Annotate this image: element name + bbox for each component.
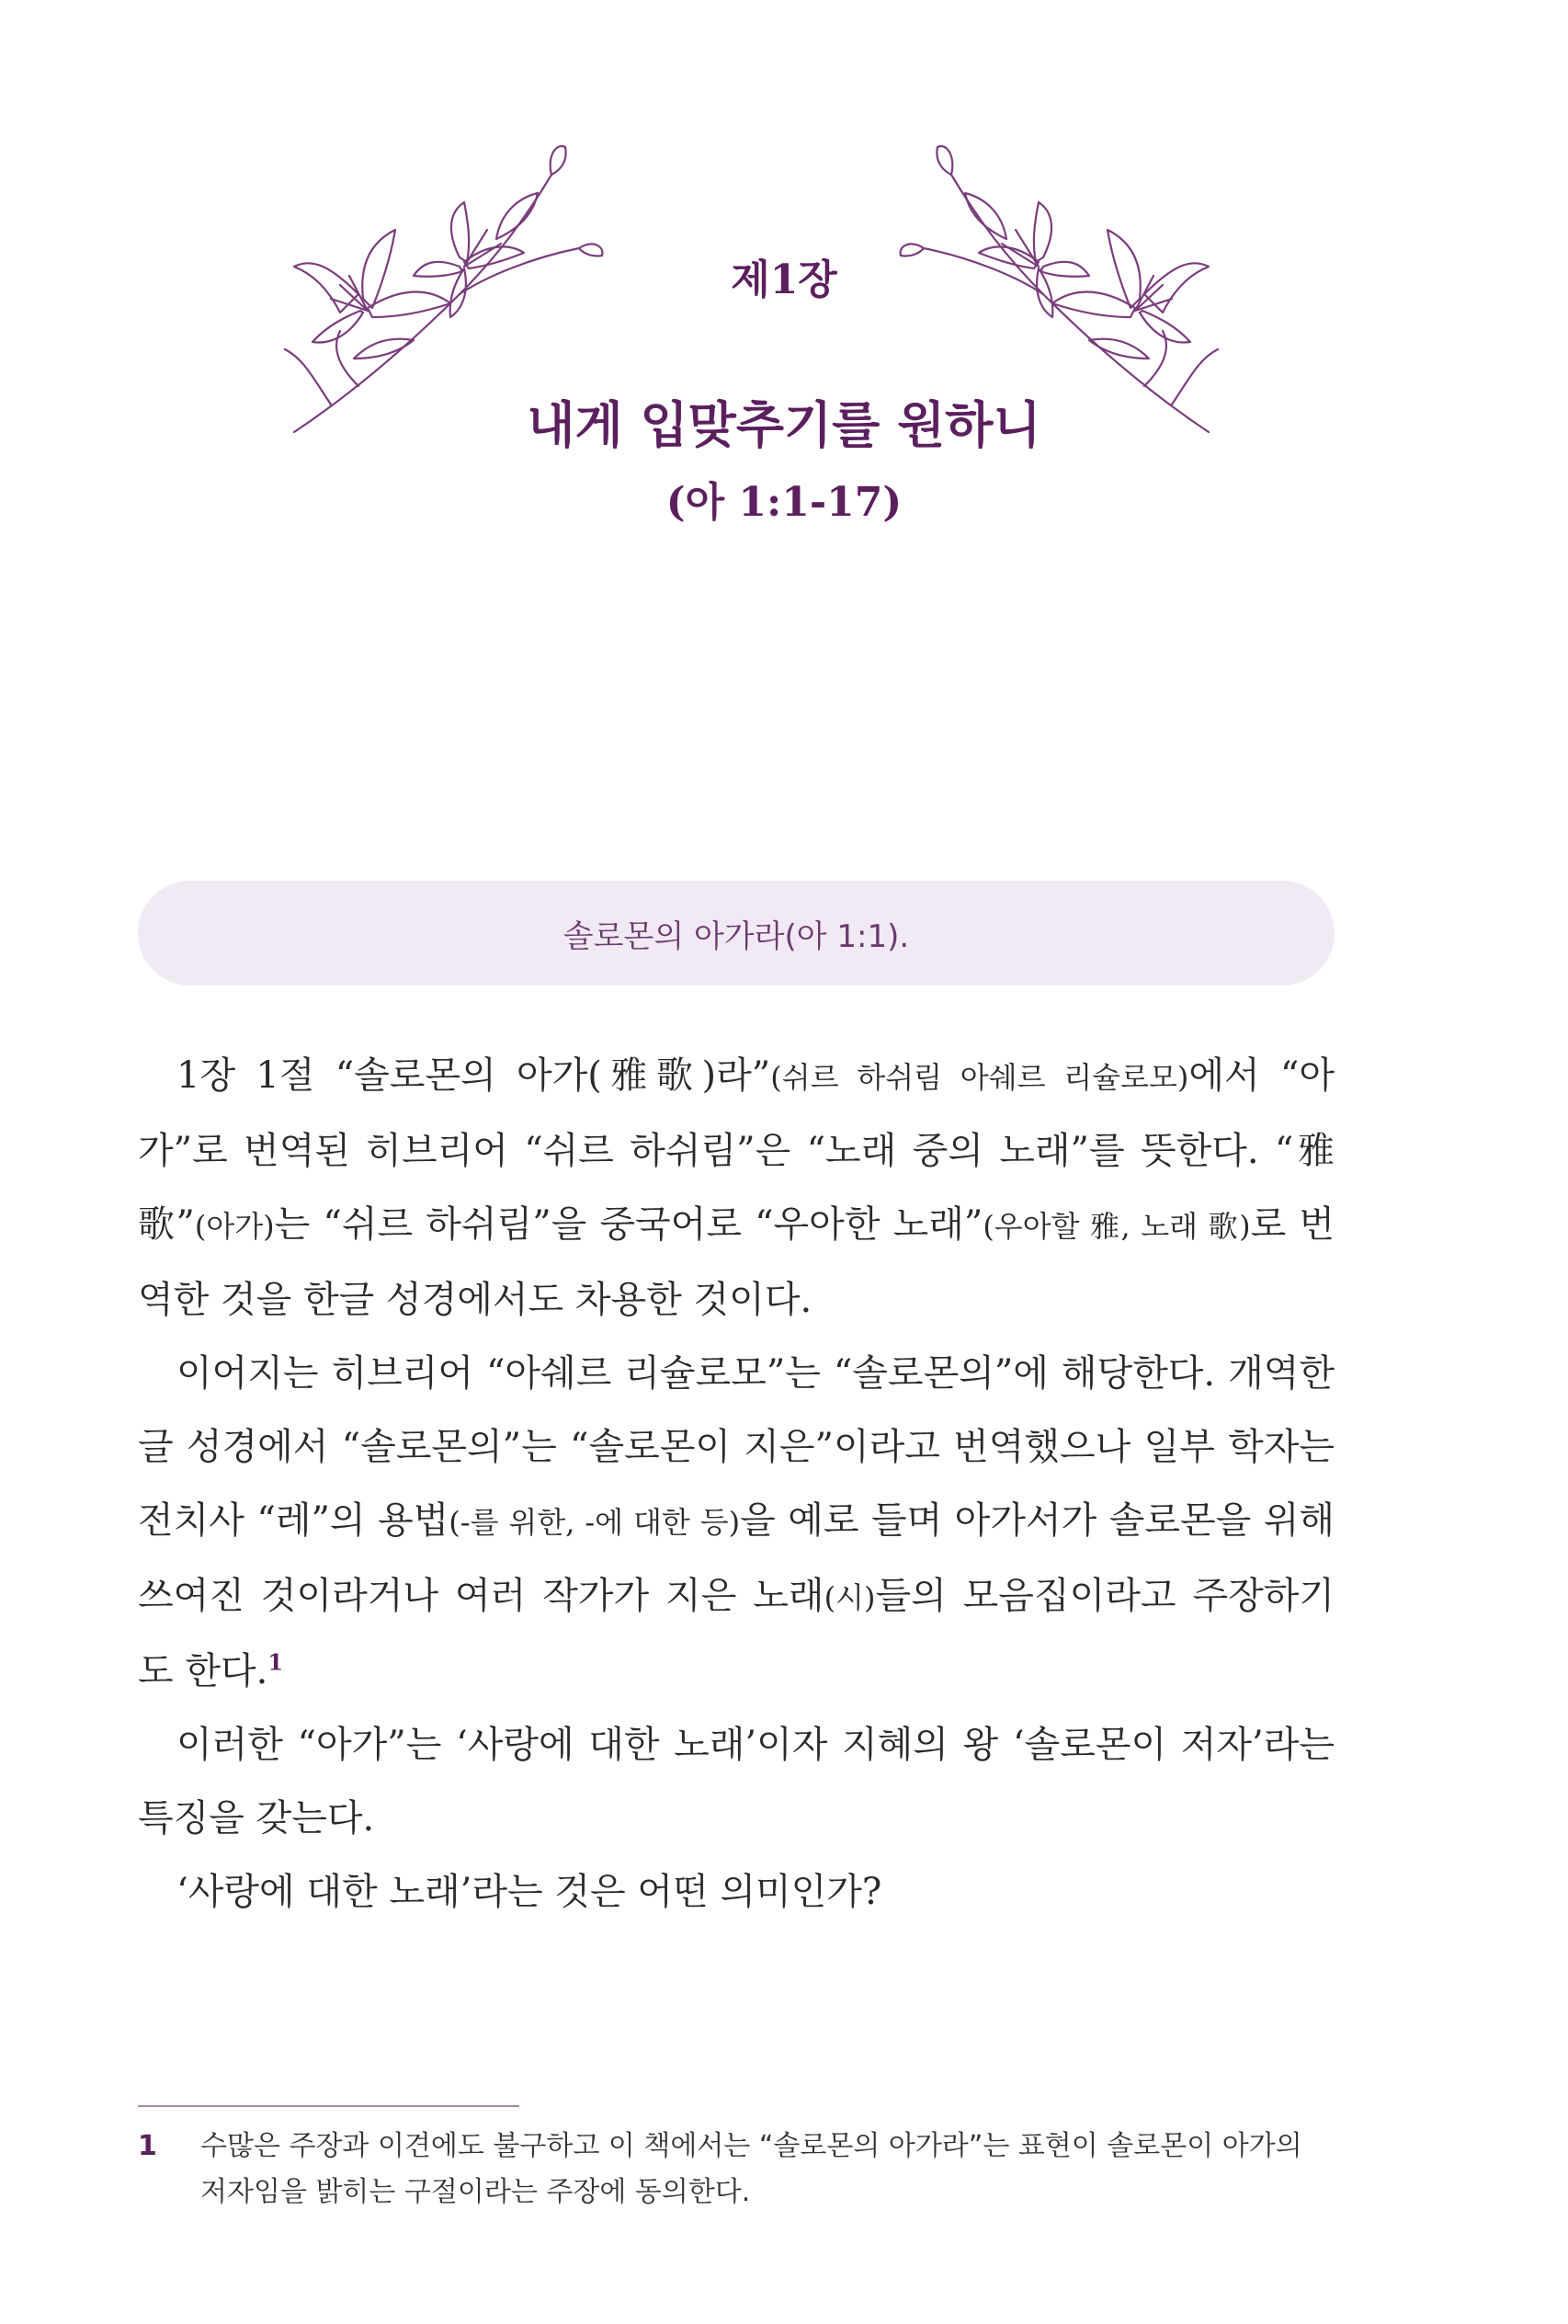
footnote-reference[interactable]: 1 <box>267 1648 284 1676</box>
footnote-number: 1 <box>138 2130 157 2162</box>
footnote-divider <box>138 2105 519 2107</box>
footnote-text: 수많은 주장과 이견에도 불구하고 이 책에서는 “솔로몬의 아가라”는 표현이 솔로몬이 아가의 저자임을 밝히는 구절이라는 주장에 동의한다. <box>200 2130 1302 2208</box>
paragraph-2: 이어지는 히브리어 “아쉐르 리슐로모”는 “솔로몬의”에 해당한다. 개역한글 성경에서 “솔로몬의”는 “솔로몬이 지은”이라고 번역했으나 일부 학자는 전치사 “레”의 용법(-를 위한, -에 대한 등)을 예로 들며 아가서가 솔로몬을 위해 쓰여진 것이라거나 여러 작가가 지은 노래(시)들의 모음집이라고 주장하기도 한다.$^1$ <box>138 1352 1335 1692</box>
chapter-label: 제1장 <box>731 256 837 303</box>
paragraph-3: 이러한 “아가”는 ‘사랑에 대한 노래’이자 지혜의 왕 ‘솔로몬이 저자’라는 특징을 갖는다. <box>138 1724 1335 1840</box>
paragraph-1: 1장 1절 “솔로몬의 아가(雅歌)라”(쉬르 하쉬림 아쉐르 리슐로모)에서 “아가”로 번역된 히브리어 “쉬르 하쉬림”은 “노래 중의 노래”를 뜻한다. “雅歌”(아가)는 “쉬르 하쉬림”을 중국어로 “우아한 노래”(우아할 雅, 노래 歌)로 번역한 것을 한글 성경에서도 차용한 것이다. <box>138 1054 1335 1321</box>
chapter-title: 내게 입맞추기를 원하니 <box>527 395 1041 454</box>
body-text <box>138 1039 1335 1929</box>
footnote <box>138 2124 1335 2216</box>
verse-box <box>138 881 1335 985</box>
paragraph-4: ‘사랑에 대한 노래’라는 것은 어떤 의미인가? <box>176 1871 882 1913</box>
verse-text: 솔로몬의 아가라(아 1:1). <box>562 917 910 955</box>
chapter-reference: (아 1:1-17) <box>665 479 903 526</box>
